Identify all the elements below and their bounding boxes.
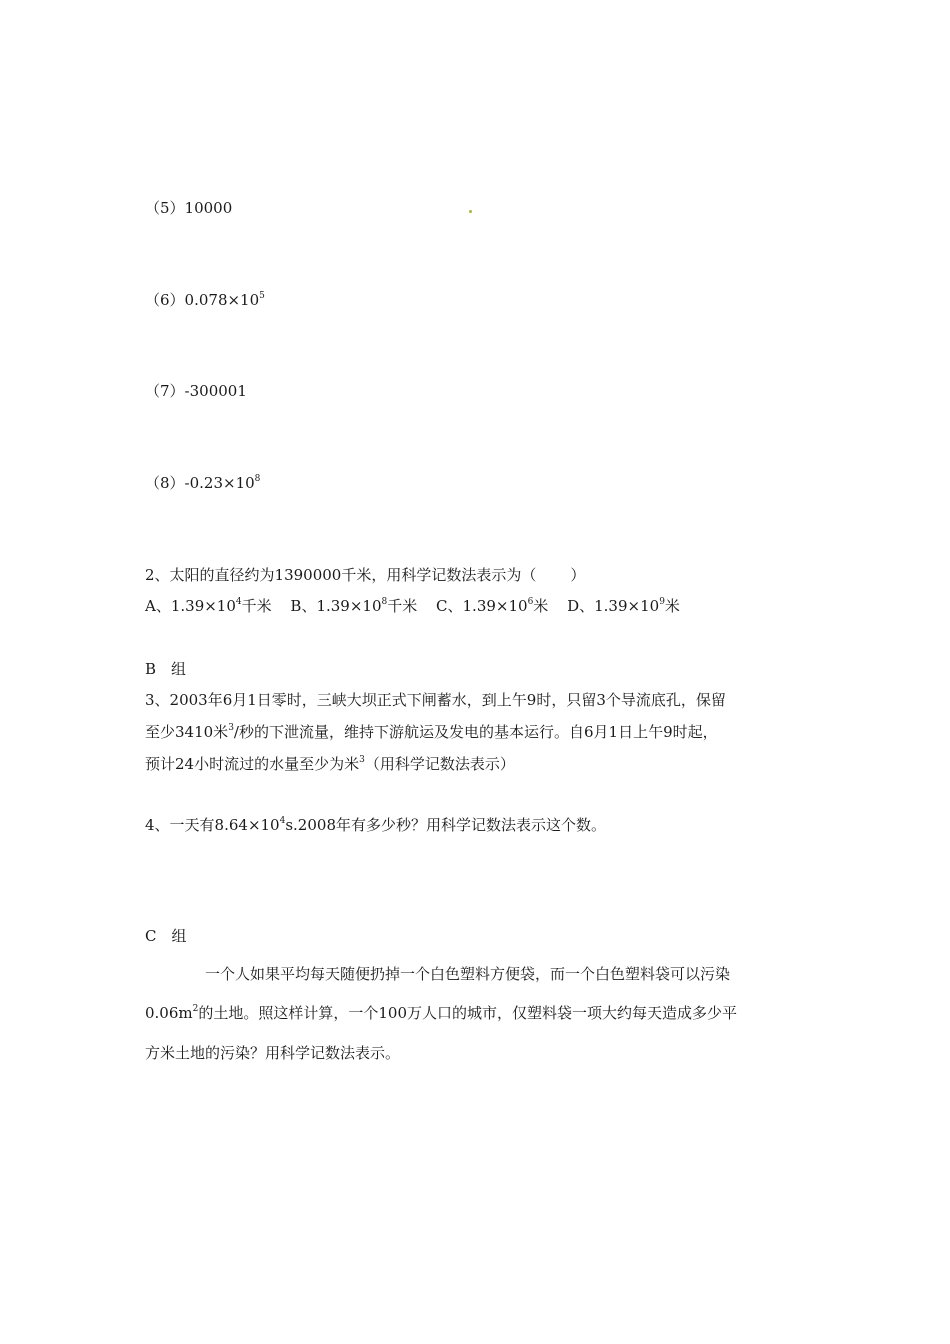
question-3-line1: 3、2003年6月1日零时，三峡大坝正式下闸蓄水，到上午9时，只留3个导流底孔，保留 xyxy=(145,691,726,709)
item-6: $(6)0.078\times 10^5$ xyxy=(145,291,265,309)
question-c-line2: $0.06m^2$的土地。照这样计算，一个100万人口的城市，仅塑料袋一项大约每天造成多少平 xyxy=(145,1004,737,1022)
question-4: 4、一天有$8.64\times 10^4s.2008$年有多少秒？用科学记数法表示这个数。 xyxy=(145,816,606,834)
question-2: 2、太阳的直径约为1390000千米，用科学记数法表示为（ ） xyxy=(145,566,586,584)
option-c[interactable]: C、$1.39\times 10^6$米 xyxy=(436,597,549,615)
item-7: （7）-300001 xyxy=(145,382,247,400)
question-c-line1: 一个人如果平均每天随便扔掉一个白色塑料方便袋，而一个白色塑料袋可以污染 xyxy=(205,965,731,983)
item-5: （5）10000 xyxy=(145,199,233,217)
group-b-title: B 组 xyxy=(145,660,187,678)
question-3-line3: 预计24小时流过的水量至少为米$^3$（用科学记数法表示） xyxy=(145,755,515,773)
speck xyxy=(469,210,472,213)
question-c-line3: 方米土地的污染？用科学记数法表示。 xyxy=(145,1044,401,1062)
option-d[interactable]: D、$1.39\times 10^9$米 xyxy=(567,597,680,615)
option-a[interactable]: A、$1.39\times 10^4$千米 xyxy=(145,597,272,615)
option-b[interactable]: B、$1.39\times 10^8$千米 xyxy=(290,597,418,615)
group-c-title: C 组 xyxy=(145,927,187,945)
question-2-options xyxy=(145,596,694,616)
question-3-line2: 至少3410米$^3$/秒的下泄流量，维持下游航运及发电的基本运行。自6月1日上午9时起， xyxy=(145,723,718,741)
item-8: $(8)-0.23\times 10^8$ xyxy=(145,474,261,492)
